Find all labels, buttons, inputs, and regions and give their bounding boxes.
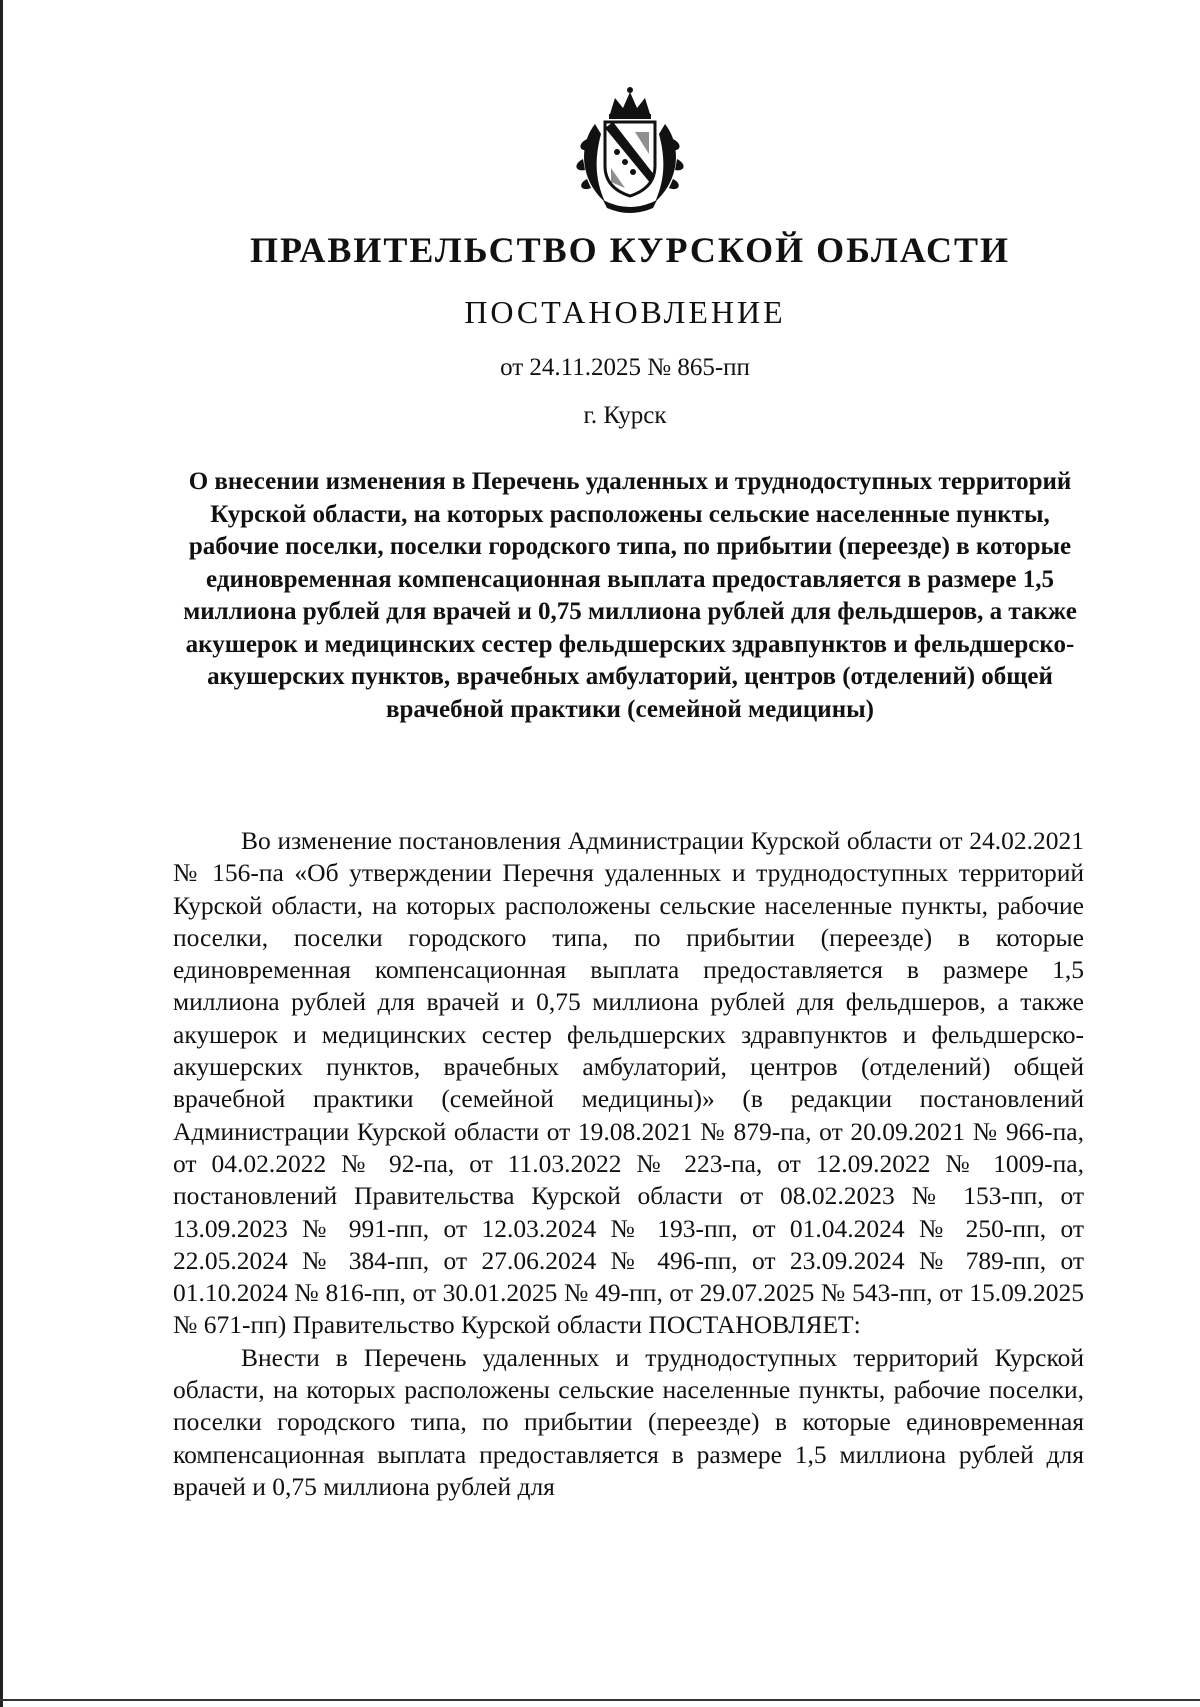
document-type: ПОСТАНОВЛЕНИЕ	[464, 294, 786, 330]
document-subject: О внесении изменения в Перечень удаленных и труднодоступных территорий Курской области, на которых расположены сельские населенные пункты, рабочие поселки, поселки городского типа, по прибытии (переезде) в которые единовременная компенсационная выплата предоставляется в размере 1,5 миллиона рублей для врачей и 0,75 миллиона рублей для фельдшеров, а также акушерок и медицинских сестер фельдшерских здравпунктов и фельдшерско-акушерских пунктов, врачебных амбулаторий, центров (отделений) общей врачебной практики (семейной медицины)	[183, 468, 1077, 723]
document-number: от 24.11.2025 № 865-пп	[500, 354, 750, 381]
body-paragraph-1: Во изменение постановления Администрации Курской области от 24.02.2021 № 156-па «Об утверждении Перечня удаленных и труднодоступных территорий Курской области, на которых расположены сельские населенные пункты, рабочие поселки, поселки городского типа, по прибытии (переезде) в которые единовременная компенсационная выплата предоставляется в размере 1,5 миллиона рублей для врачей и 0,75 миллиона рублей для фельдшеров, а также акушерок и медицинских сестер фельдшерских здравпунктов и фельдшерско-акушерских пунктов, врачебных амбулаторий, центров (отделений) общей врачебной практики (семейной медицины)» (в редакции постановлений Администрации Курской области от 19.08.2021 № 879-па, от 20.09.2021 № 966-па, от 04.02.2022 № 92-па, от 11.03.2022 № 223-па, от 12.09.2022 № 1009-па, постановлений Правительства Курской области от 08.02.2023 № 153-пп, от 13.09.2023 № 991-пп, от 12.03.2024 № 193-пп, от 01.04.2024 № 250-пп, от 22.05.2024 № 384-пп, от 27.06.2024 № 496-пп, от 23.09.2024 № 789-пп, от 01.10.2024 № 816-пп, от 30.01.2025 № 49-пп, от 29.07.2025 № 543-пп, от 15.09.2025 № 671-пп) Правительство Курской области ПОСТАНОВЛЯЕТ:	[173, 826, 1084, 1340]
document-city: г. Курск	[583, 402, 667, 429]
body-paragraph-2: Внести в Перечень удаленных и труднодоступных территорий Курской области, на которых расположены сельские населенные пункты, рабочие поселки, поселки городского типа, по прибытии (переезде) в которые единовременная компенсационная выплата предоставляется в размере 1,5 миллиона рублей для врачей и 0,75 миллиона рублей для	[173, 1342, 1084, 1501]
scan-bottom-line	[0, 1699, 1200, 1701]
kursk-coat-of-arms-icon	[565, 84, 695, 214]
scan-edge-line	[0, 0, 3, 1707]
organization-title: ПРАВИТЕЛЬСТВО КУРСКОЙ ОБЛАСТИ	[249, 230, 1011, 270]
document-body	[173, 825, 1084, 1503]
